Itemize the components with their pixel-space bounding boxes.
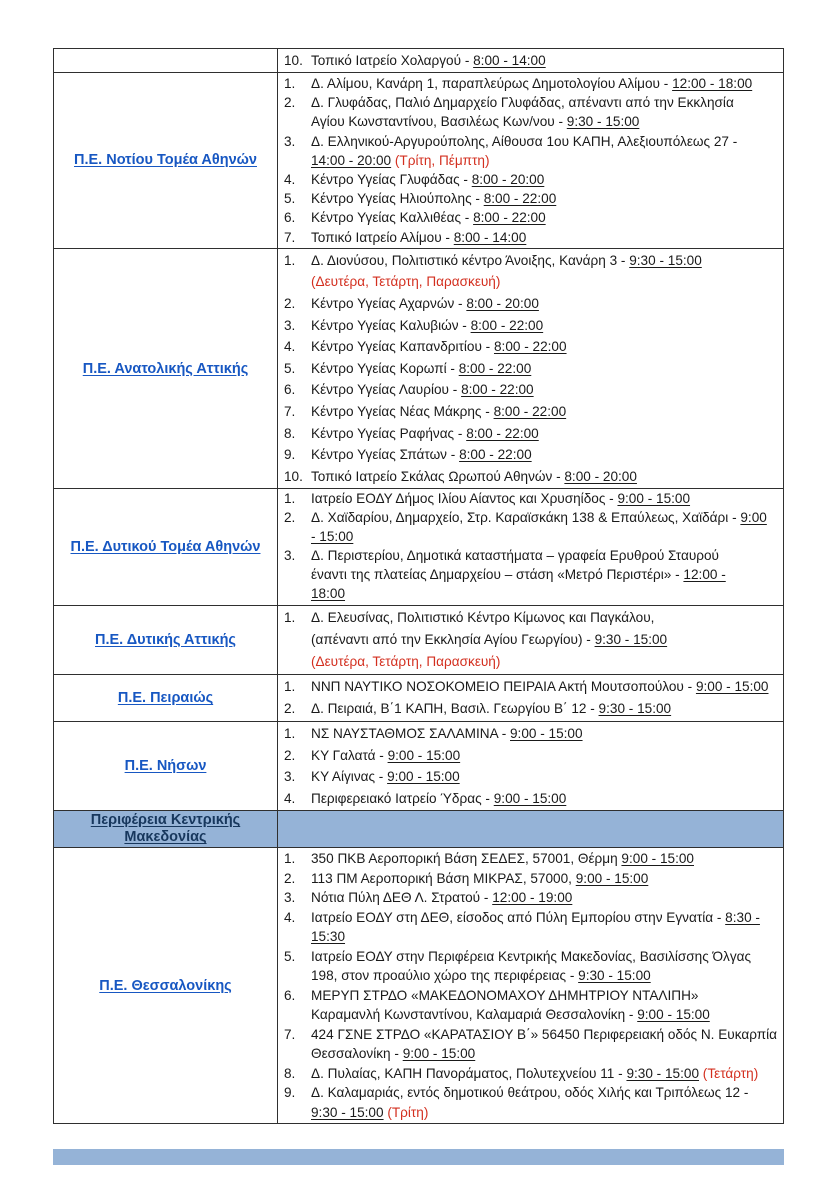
locations-cell <box>278 848 784 1124</box>
location-item <box>284 698 777 720</box>
location-list <box>284 849 777 1122</box>
location-name: Τοπικό Ιατρείο Σκάλας Ωρωπού Αθηνών - <box>311 468 565 484</box>
opening-hours: 9:30 - 15:00 <box>629 252 702 268</box>
region-link[interactable]: Π.Ε. Νοτίου Τομέα Αθηνών <box>74 152 257 169</box>
item-text <box>311 1064 777 1084</box>
opening-hours: 9:30 - 15:00 <box>578 968 651 984</box>
item-number: 5. <box>284 191 296 207</box>
location-item <box>284 723 777 745</box>
item-number: 1. <box>284 76 296 91</box>
location-name: 113 ΠΜ Αεροπορική Βάση ΜΙΚΡΑΣ, 57000, <box>311 870 576 886</box>
location-name: Κέντρο Υγείας Σπάτων - <box>311 447 460 463</box>
opening-hours: 8:00 - 22:00 <box>493 403 567 419</box>
item-text <box>311 745 777 767</box>
item-text <box>311 293 777 315</box>
location-name: 350 ΠΚΒ Αεροπορική Βάση ΣΕΔΕΣ, 57001, Θέρμη <box>311 851 622 867</box>
region-row <box>54 605 784 675</box>
opening-hours: 9:30 - 15:00 <box>626 1065 700 1081</box>
location-item <box>284 869 777 889</box>
region-cell <box>54 73 278 249</box>
item-number: 1. <box>284 679 296 695</box>
schedule-table <box>53 48 784 1124</box>
item-number: 2. <box>284 870 296 886</box>
location-name: ΝΣ ΝΑΥΣΤΑΘΜΟΣ ΣΑΛΑΜΙΝΑ - <box>311 726 510 742</box>
opening-hours: 9:00 - 15:00 <box>402 1046 476 1062</box>
location-item <box>284 888 777 908</box>
location-item <box>284 908 777 947</box>
day-note: (Τρίτη) <box>383 1104 429 1120</box>
item-number: 4. <box>284 790 296 806</box>
location-item <box>284 986 777 1025</box>
region-link[interactable]: Π.Ε. Πειραιώς <box>117 690 214 707</box>
opening-hours: 8:00 - 14:00 <box>473 53 546 68</box>
location-item <box>284 74 777 93</box>
opening-hours: 9:00 - 15:00 <box>387 747 461 763</box>
region-cell <box>54 605 278 675</box>
section-header-row <box>54 811 784 848</box>
opening-hours: 9:00 - 15:00 <box>575 870 649 886</box>
location-item <box>284 444 777 466</box>
location-list <box>284 607 777 674</box>
location-item <box>284 93 777 131</box>
item-text <box>311 723 777 745</box>
location-item <box>284 466 777 488</box>
item-text <box>311 849 777 869</box>
opening-hours: 8:00 - 22:00 <box>473 210 546 226</box>
region-link[interactable]: Π.Ε. Ανατολικής Αττικής <box>82 360 249 377</box>
location-name: Κέντρο Υγείας Κορωπί - <box>311 360 459 376</box>
opening-hours: 9:00 - 15:00 <box>621 851 694 867</box>
item-number: 7. <box>284 1026 296 1042</box>
location-name: Δ. Ελευσίνας, Πολιτιστικό Κέντρο Κίμωνος και Παγκάλου, <box>311 609 655 625</box>
location-item <box>284 50 777 71</box>
item-text <box>311 379 777 401</box>
location-name: Κέντρο Υγείας Καλυβιών - <box>311 317 471 333</box>
location-item <box>284 490 777 509</box>
item-text <box>311 888 777 908</box>
location-name: Περιφερειακό Ιατρείο Ύδρας - <box>311 790 494 806</box>
location-name: Δ. Χαϊδαρίου, Δημαρχείο, Στρ. Καραϊσκάκη 138 & Επαύλεως, Χαϊδάρι - <box>311 510 741 526</box>
opening-hours: 9:00 - 15:00 <box>617 491 691 507</box>
location-name: 198, στον προαύλιο χώρο της περιφέρειας - <box>311 968 579 984</box>
schedule-table-body <box>54 49 784 1124</box>
opening-hours: 8:00 - 22:00 <box>493 339 567 355</box>
locations-cell <box>278 73 784 249</box>
location-item <box>284 509 777 547</box>
opening-hours: 9:00 - 15:00 <box>695 679 769 695</box>
item-number: 1. <box>284 609 296 625</box>
item-text <box>311 986 777 1025</box>
location-item <box>284 208 777 227</box>
item-text <box>311 170 777 189</box>
day-note: (Τετάρτη) <box>699 1065 759 1081</box>
item-text <box>311 358 777 380</box>
item-text <box>311 509 777 547</box>
opening-hours: 9:30 - 15:00 <box>598 701 672 717</box>
location-name: Δ. Διονύσου, Πολιτιστικό κέντρο Άνοιξης, Κανάρη 3 - <box>311 252 630 268</box>
item-text <box>311 788 777 810</box>
item-text <box>311 698 777 720</box>
opening-hours: 8:00 - 14:00 <box>453 229 527 245</box>
item-text <box>311 869 777 889</box>
item-text <box>311 189 777 208</box>
item-number: 6. <box>284 987 296 1003</box>
locations-cell <box>278 722 784 811</box>
item-number: 3. <box>284 317 296 333</box>
region-row <box>54 489 784 605</box>
item-text <box>311 336 777 358</box>
location-name: (απέναντι από την Εκκλησία Αγίου Γεωργίου) - <box>311 632 595 647</box>
locations-cell <box>278 248 784 489</box>
location-list <box>284 723 777 809</box>
item-number: 5. <box>284 360 296 376</box>
region-row <box>54 675 784 722</box>
item-text <box>311 766 777 788</box>
location-name: Κέντρο Υγείας Λαυρίου - <box>311 382 462 398</box>
location-list <box>284 250 777 488</box>
item-text <box>311 132 777 170</box>
item-number: 2. <box>284 296 296 312</box>
location-item <box>284 1025 777 1064</box>
location-name: Δ. Πειραιά, Β΄1 ΚΑΠΗ, Βασιλ. Γεωργίου Β΄ 12 - <box>311 701 599 717</box>
item-number: 2. <box>284 747 296 763</box>
region-cell <box>54 722 278 811</box>
item-number: 8. <box>284 1065 296 1081</box>
item-text <box>311 607 777 674</box>
opening-hours: 9:00 - 15:00 <box>510 726 583 742</box>
location-list <box>284 676 777 720</box>
location-item <box>284 947 777 986</box>
item-number: 9. <box>284 1085 296 1101</box>
location-item <box>284 189 777 208</box>
location-name: Δ. Πυλαίας, ΚΑΠΗ Πανοράματος, Πολυτεχνείου 11 - <box>311 1065 627 1081</box>
opening-hours: 18:00 <box>311 585 346 601</box>
location-name: 424 ΓΣΝΕ ΣΤΡΔΟ «ΚΑΡΑΤΑΣΙΟΥ Β΄» 56450 Περιφερειακή οδός Ν. Ευκαρπία <box>311 1026 777 1042</box>
item-number: 10. <box>284 468 303 484</box>
opening-hours: 8:00 - 22:00 <box>461 382 534 398</box>
location-name: Τοπικό Ιατρείο Χολαργού - <box>311 53 474 68</box>
location-item <box>284 401 777 423</box>
location-item <box>284 170 777 189</box>
location-item <box>284 336 777 358</box>
region-cell <box>54 848 278 1124</box>
item-number: 5. <box>284 948 296 964</box>
item-number: 3. <box>284 890 296 906</box>
location-item <box>284 607 777 674</box>
location-name: Κέντρο Υγείας Καπανδριτίου - <box>311 339 494 355</box>
location-item <box>284 379 777 401</box>
item-number: 2. <box>284 95 296 111</box>
opening-hours: 8:00 - 22:00 <box>470 317 544 333</box>
item-number: 6. <box>284 210 296 226</box>
item-number: 9. <box>284 447 296 463</box>
item-number: 2. <box>284 701 296 717</box>
opening-hours: 8:00 - 20:00 <box>564 468 637 484</box>
region-cell <box>54 489 278 605</box>
item-number: 1. <box>284 726 296 742</box>
item-text <box>311 490 777 509</box>
item-text <box>311 50 777 71</box>
location-name: Δ. Καλαμαριάς, εντός δημοτικού θεάτρου, οδός Χιλής και Τριπόλεως 12 - <box>311 1085 749 1101</box>
item-number: 8. <box>284 425 296 441</box>
region-row <box>54 848 784 1124</box>
opening-hours: 9:30 - 15:00 <box>594 632 668 647</box>
location-name: έναντι της πλατείας Δημαρχείου – στάση «Μετρό Περιστέρι» - <box>311 566 684 582</box>
opening-hours: 8:30 - <box>725 909 760 925</box>
opening-hours: 15:30 <box>311 929 346 945</box>
opening-hours: - 15:00 <box>311 529 354 545</box>
locations-cell <box>278 811 784 848</box>
opening-hours: 8:00 - 20:00 <box>466 296 539 312</box>
location-name: Δ. Ελληνικού-Αργυρούπολης, Αίθουσα 1ου ΚΑΠΗ, Αλεξιουπόλεως 27 - <box>311 133 738 149</box>
region-row <box>54 49 784 73</box>
location-name: Ιατρείο ΕΟΔΥ στην Περιφέρεια Κεντρικής Μακεδονίας, Βασιλίσσης Όλγας <box>311 948 752 964</box>
day-note: (Δευτέρα, Τετάρτη, Παρασκευή) <box>311 274 501 290</box>
item-number: 10. <box>284 53 303 68</box>
item-text <box>311 444 777 466</box>
day-note: (Τρίτη, Πέμπτη) <box>391 152 490 168</box>
item-number: 3. <box>284 133 296 149</box>
location-name: Τοπικό Ιατρείο Αλίμου - <box>311 229 454 245</box>
opening-hours: 12:00 - 19:00 <box>492 890 573 906</box>
region-cell <box>54 248 278 489</box>
region-row <box>54 248 784 489</box>
opening-hours: 8:00 - 22:00 <box>483 191 557 207</box>
opening-hours: 12:00 - 18:00 <box>672 76 753 91</box>
item-text <box>311 1025 777 1064</box>
opening-hours: 12:00 - <box>683 566 726 582</box>
item-number: 2. <box>284 510 296 526</box>
location-name: ΚΥ Γαλατά - <box>311 747 388 763</box>
location-name: Νότια Πύλη ΔΕΘ Λ. Στρατού - <box>311 890 493 906</box>
location-name: Κέντρο Υγείας Ηλιούπολης - <box>311 191 484 207</box>
opening-hours: 14:00 - 20:00 <box>311 152 392 168</box>
item-number: 1. <box>284 252 296 268</box>
location-item <box>284 228 777 247</box>
location-name: Δ. Περιστερίου, Δημοτικά καταστήματα – γραφεία Ερυθρού Σταυρού <box>311 548 719 564</box>
opening-hours: 8:00 - 22:00 <box>466 425 539 441</box>
location-item <box>284 676 777 698</box>
item-text <box>311 423 777 445</box>
item-text <box>311 1083 777 1122</box>
location-name: Κέντρο Υγείας Γλυφάδας - <box>311 172 472 188</box>
location-item <box>284 358 777 380</box>
opening-hours: 8:00 - 20:00 <box>471 172 545 188</box>
location-name: Ιατρείο ΕΟΔΥ Δήμος Ιλίου Αίαντος και Χρυσηίδος - <box>311 491 618 507</box>
locations-cell <box>278 489 784 605</box>
item-number: 4. <box>284 909 296 925</box>
opening-hours: 9:00 <box>740 510 767 526</box>
location-name: Καραμανλή Κωνσταντίνου, Καλαμαριά Θεσσαλονίκη - <box>311 1007 638 1023</box>
location-name: Αγίου Κωνσταντίνου, Βασιλέως Κων/νου - <box>311 114 567 130</box>
item-number: 3. <box>284 769 296 785</box>
locations-cell <box>278 675 784 722</box>
opening-hours: 9:00 - 15:00 <box>387 769 460 785</box>
location-list <box>284 50 777 71</box>
location-list <box>284 74 777 247</box>
location-item <box>284 1064 777 1084</box>
location-item <box>284 547 777 604</box>
item-text <box>311 74 777 93</box>
location-name: Κέντρο Υγείας Καλλιθέας - <box>311 210 474 226</box>
location-name: Ιατρείο ΕΟΔΥ στη ΔΕΘ, είσοδος από Πύλη Εμπορίου στην Εγνατία - <box>311 909 726 925</box>
item-text <box>311 947 777 986</box>
item-text <box>311 315 777 337</box>
region-link[interactable]: Π.Ε. Δυτικής Αττικής <box>95 632 236 649</box>
next-section-band <box>53 1149 784 1165</box>
region-row <box>54 73 784 249</box>
item-text <box>311 466 777 488</box>
location-name: Κέντρο Υγείας Αχαρνών - <box>311 296 467 312</box>
item-number: 4. <box>284 339 296 355</box>
opening-hours: 8:00 - 22:00 <box>458 360 532 376</box>
region-cell <box>54 811 278 848</box>
item-text <box>311 908 777 947</box>
region-link[interactable]: Π.Ε. Θεσσαλονίκης <box>99 977 232 994</box>
location-item <box>284 250 777 293</box>
location-name: Δ. Αλίμου, Κανάρη 1, παραπλεύρως Δημοτολογίου Αλίμου - <box>311 76 673 91</box>
opening-hours: 9:00 - 15:00 <box>493 790 567 806</box>
region-cell <box>54 675 278 722</box>
region-row <box>54 722 784 811</box>
item-number: 7. <box>284 229 296 245</box>
item-text <box>311 401 777 423</box>
location-name: ΚΥ Αίγινας - <box>311 769 388 785</box>
location-list <box>284 490 777 603</box>
opening-hours: 8:00 - 22:00 <box>459 447 532 463</box>
location-item <box>284 849 777 869</box>
opening-hours: 9:30 - 15:00 <box>566 114 640 130</box>
region-cell <box>54 49 278 73</box>
location-item <box>284 766 777 788</box>
item-text <box>311 250 777 293</box>
location-item <box>284 132 777 170</box>
location-item <box>284 788 777 810</box>
region-link[interactable]: Π.Ε. Δυτικού Τομέα Αθηνών <box>70 539 261 556</box>
locations-cell <box>278 49 784 73</box>
item-number: 1. <box>284 851 296 867</box>
location-name: ΜΕΡΥΠ ΣΤΡΔΟ «ΜΑΚΕΔΟΝΟΜΑΧΟΥ ΔΗΜΗΤΡΙΟΥ ΝΤΑΛΙΠΗ» <box>311 987 699 1003</box>
item-number: 4. <box>284 172 296 188</box>
location-item <box>284 423 777 445</box>
location-item <box>284 1083 777 1122</box>
location-name: Δ. Γλυφάδας, Παλιό Δημαρχείο Γλυφάδας, απέναντι από την Εκκλησία <box>311 95 734 111</box>
item-text <box>311 228 777 247</box>
location-name: Κέντρο Υγείας Νέας Μάκρης - <box>311 403 494 419</box>
location-name: Θεσσαλονίκη - <box>311 1046 403 1062</box>
item-text <box>311 93 777 131</box>
section-group-title: Περιφέρεια Κεντρικής Μακεδονίας <box>90 812 241 846</box>
opening-hours: 9:00 - 15:00 <box>637 1007 710 1023</box>
item-number: 3. <box>284 548 296 564</box>
location-name: Κέντρο Υγείας Ραφήνας - <box>311 425 467 441</box>
item-number: 1. <box>284 491 296 507</box>
region-link[interactable]: Π.Ε. Νήσων <box>124 758 207 775</box>
opening-hours: 9:30 - 15:00 <box>311 1104 384 1120</box>
location-item <box>284 745 777 767</box>
locations-cell <box>278 605 784 675</box>
item-number: 7. <box>284 403 296 419</box>
item-number: 6. <box>284 382 296 398</box>
location-name: ΝΝΠ ΝΑΥΤΙΚΟ ΝΟΣΟΚΟΜΕΙΟ ΠΕΙΡΑΙΑ Ακτή Μουτσοπούλου - <box>311 679 696 695</box>
location-item <box>284 293 777 315</box>
item-text <box>311 208 777 227</box>
day-note: (Δευτέρα, Τετάρτη, Παρασκευή) <box>311 654 501 670</box>
item-text <box>311 547 777 604</box>
location-item <box>284 315 777 337</box>
item-text <box>311 676 777 698</box>
